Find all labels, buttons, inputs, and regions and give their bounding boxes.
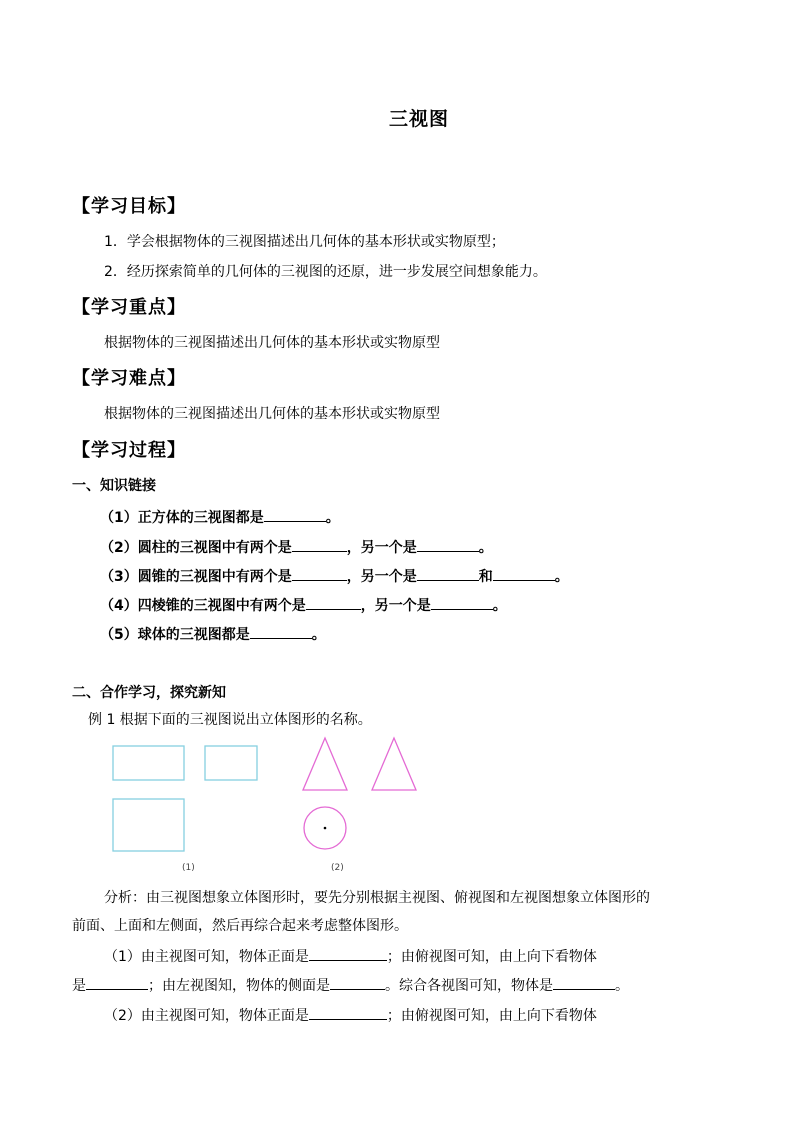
q2-blank-2 [417, 537, 479, 552]
figure2-front-view [303, 738, 347, 790]
q3-blank-3 [493, 566, 555, 581]
q3-and: 和 [478, 569, 493, 585]
a1b-blank-1 [86, 975, 148, 990]
a1b-mid: ；由左视图知，物体的侧面是 [148, 978, 330, 994]
a1-text: （1）由主视图可知，物体正面是 [104, 949, 309, 965]
q2-text: （2）圆柱的三视图中有两个是 [100, 540, 292, 556]
q4-mid: ，另一个是 [360, 598, 431, 614]
part1-q1 [100, 507, 340, 528]
analysis-line-2: 前面、上面和左侧面，然后再综合起来考虑整体图形。 [72, 918, 408, 934]
figure1-label: (1) [182, 863, 195, 873]
q4-text: （4）四棱锥的三视图中有两个是 [100, 598, 306, 614]
q3-blank-1 [292, 566, 347, 581]
part1-q2 [100, 537, 493, 558]
q4-blank-2 [431, 595, 493, 610]
q3-mid: ，另一个是 [346, 569, 417, 585]
figure1-side-view [205, 746, 257, 780]
section-heading-key: 【学习重点】 [72, 297, 186, 318]
part1-q4 [100, 595, 507, 616]
a1b-start: 是 [72, 978, 86, 994]
section-heading-difficulty: 【学习难点】 [72, 368, 186, 389]
q1-blank [264, 507, 326, 522]
figure2-side-view [372, 738, 416, 790]
goal-item-2: 2．经历探索简单的几何体的三视图的还原，进一步发展空间想象能力。 [104, 264, 547, 280]
part2-heading: 二、合作学习，探究新知 [72, 685, 226, 701]
part1-q5 [100, 624, 326, 645]
section-heading-goal: 【学习目标】 [72, 196, 186, 217]
part1-heading: 一、知识链接 [72, 478, 156, 494]
q5-end: 。 [311, 627, 326, 643]
q5-text: （5）球体的三视图都是 [100, 627, 250, 643]
part1-q3 [100, 566, 569, 587]
a2-rest: ；由俯视图可知，由上向下看物体 [386, 1008, 597, 1024]
q2-blank-1 [292, 537, 347, 552]
analysis-line-1: 分析：由三视图想象立体图形时，要先分别根据主视图、俯视图和左视图想象立体图形的 [104, 890, 650, 906]
q4-end: 。 [492, 598, 507, 614]
q5-blank [250, 624, 312, 639]
section-heading-process: 【学习过程】 [72, 440, 186, 461]
figure2-center-dot [324, 827, 327, 830]
figure1-top-view [113, 799, 184, 851]
a1b-end: 。 [615, 978, 629, 994]
three-view-figures [100, 732, 430, 877]
a1-rest: ；由俯视图可知，由上向下看物体 [386, 949, 597, 965]
q2-end: 。 [478, 540, 493, 556]
q3-text: （3）圆锥的三视图中有两个是 [100, 569, 292, 585]
page-title: 三视图 [388, 108, 449, 130]
q2-mid: ，另一个是 [346, 540, 417, 556]
goal-item-1: 1．学会根据物体的三视图描述出几何体的基本形状或实物原型； [104, 234, 505, 250]
key-text: 根据物体的三视图描述出几何体的基本形状或实物原型 [104, 335, 440, 351]
q3-blank-2 [417, 566, 479, 581]
a1-blank-1 [309, 946, 387, 961]
a1b-mid2: 。综合各视图可知，物体是 [385, 978, 553, 994]
answer-1-line-1 [104, 946, 597, 967]
q4-blank-1 [306, 595, 361, 610]
a1b-blank-3 [553, 975, 615, 990]
q3-end: 。 [554, 569, 569, 585]
a2-blank-1 [309, 1005, 387, 1020]
a1b-blank-2 [330, 975, 385, 990]
figure1-front-view [113, 746, 184, 780]
difficulty-text: 根据物体的三视图描述出几何体的基本形状或实物原型 [104, 406, 440, 422]
example-1: 例 1 根据下面的三视图说出立体图形的名称。 [88, 712, 372, 728]
q1-text: （1）正方体的三视图都是 [100, 510, 264, 526]
a2-text: （2）由主视图可知，物体正面是 [104, 1008, 309, 1024]
answer-2-line-1 [104, 1005, 597, 1026]
answer-1-line-2 [72, 975, 629, 996]
q1-end: 。 [325, 510, 340, 526]
figure2-label: (2) [331, 863, 344, 873]
